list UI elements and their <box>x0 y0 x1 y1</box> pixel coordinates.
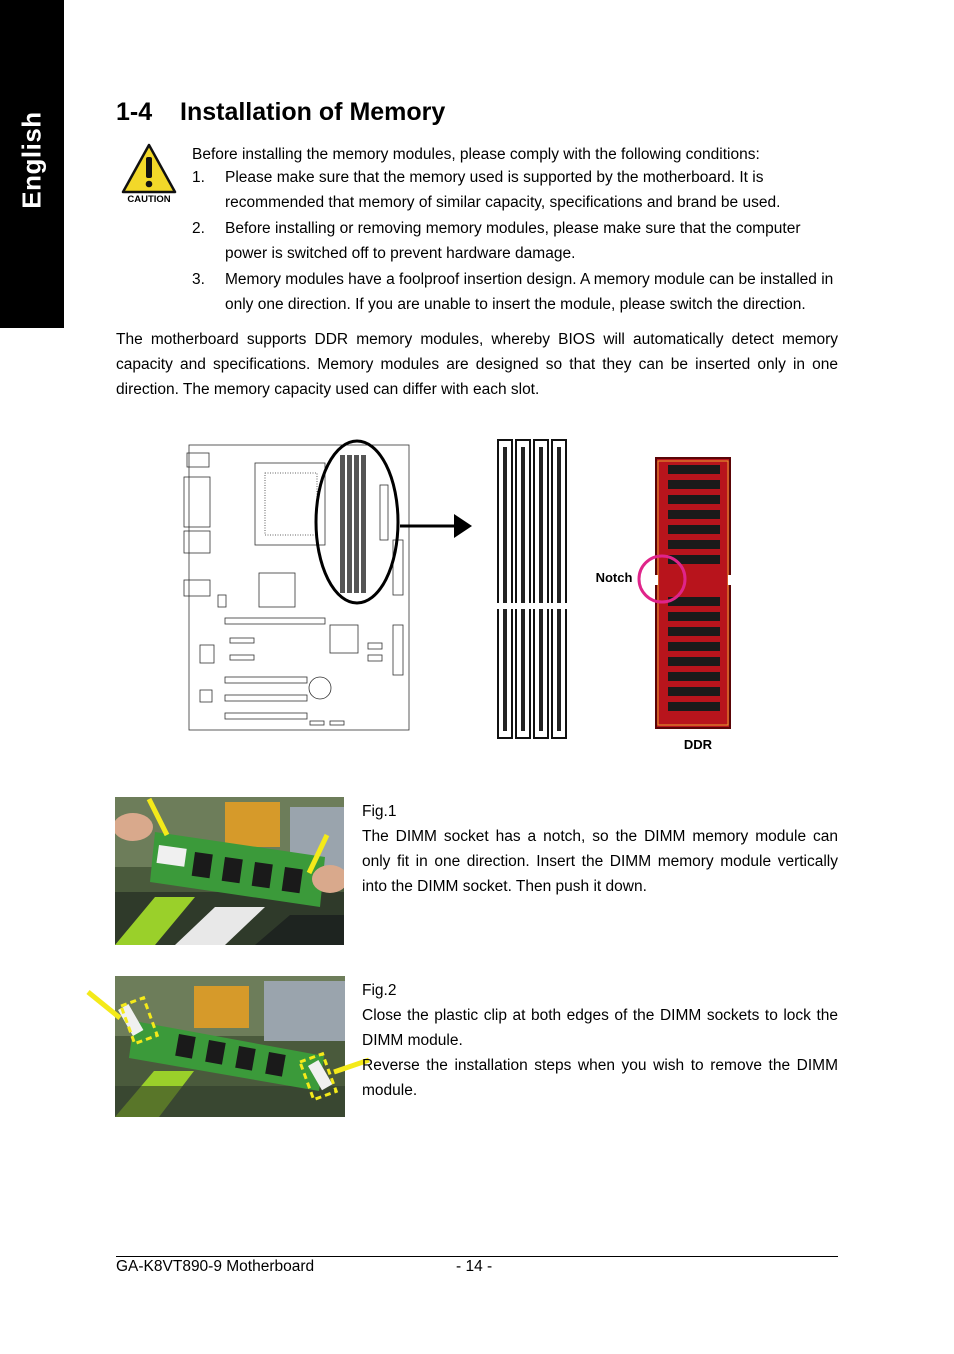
caution-item: 2. Before installing or removing memory modules, please make sure that the computer power is switched off to prevent hardware damage. <box>192 220 801 262</box>
motherboard-layout <box>184 445 409 730</box>
fig2-title: Fig.2 <box>362 982 397 999</box>
fig2-text2: Reverse the installation steps when you wish to remove the DIMM module. <box>362 1057 838 1099</box>
fig1-text: The DIMM socket has a notch, so the DIMM memory module can only fit in one direction. Insert the DIMM memory module vertically into the DIMM socket. Then push it down. <box>362 828 838 895</box>
footer-model: GA-K8VT890-9 Motherboard <box>116 1258 315 1275</box>
page-number: - 14 - <box>456 1258 493 1275</box>
fig1-caption <box>362 799 838 899</box>
caution-icon <box>120 142 178 206</box>
notch-label: Notch <box>595 570 633 585</box>
fig2-photo <box>84 976 372 1117</box>
caution-label: CAUTION <box>127 194 171 205</box>
section-title: Installation of Memory <box>180 98 446 126</box>
dimm-sockets-closeup <box>496 440 568 738</box>
section-heading <box>116 98 445 127</box>
memory-diagram <box>180 425 780 765</box>
caution-intro: Before installing the memory modules, please comply with the following conditions: <box>192 146 760 163</box>
motherboard-dimm-slots <box>340 455 366 593</box>
fig2-caption <box>362 978 838 1103</box>
section-number: 1-4 <box>116 98 153 126</box>
language-tab-label: English <box>16 111 47 209</box>
arrow-right-icon <box>454 514 472 538</box>
language-tab <box>0 0 64 328</box>
fig2-text1: Close the plastic clip at both edges of the DIMM sockets to lock the DIMM module. <box>362 1007 838 1049</box>
caution-list <box>192 165 842 318</box>
memory-support-paragraph: The motherboard supports DDR memory modules, whereby BIOS will automatically detect memory capacity and specifications. Memory modules are designed so that they can be inserted only in one direction. The memory capacity used can differ with each slot. <box>116 331 838 398</box>
fig1-title: Fig.1 <box>362 803 397 820</box>
ddr-module <box>652 458 734 728</box>
fig1-photo <box>115 797 344 945</box>
footer-rule <box>116 1256 838 1257</box>
caution-item: 3. Memory modules have a foolproof insertion design. A memory module can be installed in only one direction. If you are unable to insert the module, please switch the direction. <box>192 271 834 313</box>
ddr-label: DDR <box>683 737 713 752</box>
caution-item: 1. Please make sure that the memory used is supported by the motherboard. It is recommended that memory of similar capacity, specifications and brand be used. <box>192 169 781 211</box>
